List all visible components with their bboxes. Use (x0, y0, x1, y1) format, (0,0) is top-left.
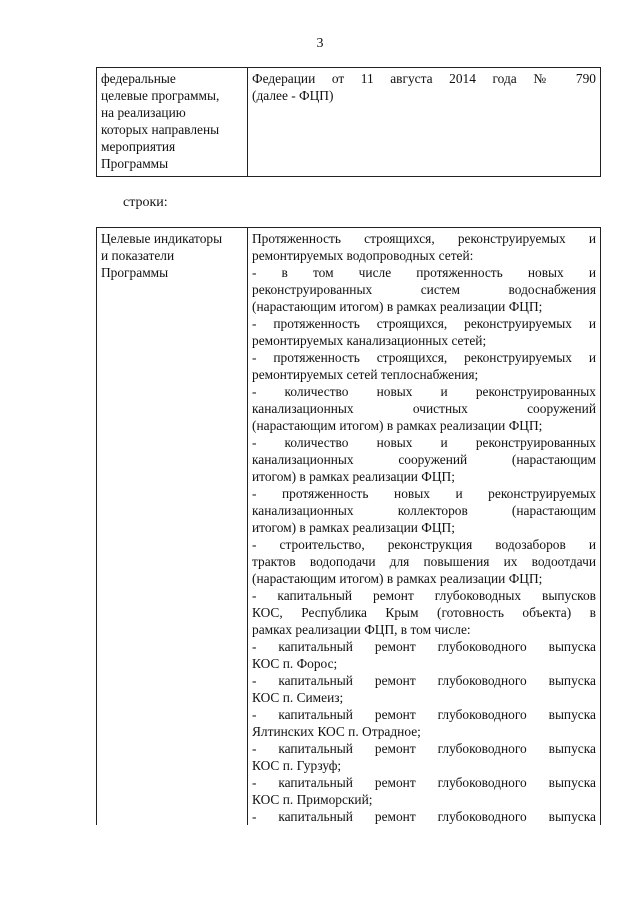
cell-line: - капитальный ремонт глубоководного выпуска (252, 639, 596, 654)
indicators-text-cell (248, 228, 601, 826)
cell-line: КОС, Республика Крым (готовность объекта) в (252, 605, 596, 620)
table-row (97, 228, 601, 826)
cell-line: КОС п. Симеиз; (252, 690, 344, 705)
cell-line: Программы (101, 265, 169, 280)
cell-line: Федерации от 11 августа 2014 года № 790 (252, 71, 596, 86)
cell-line: канализационных сооружений (нарастающим (252, 452, 596, 467)
cell-line: канализационных коллекторов (нарастающим (252, 503, 596, 518)
cell-line: (нарастающим итогом) в рамках реализации ФЦП; (252, 299, 543, 314)
cell-line: ремонтируемых сетей теплоснабжения; (252, 367, 479, 382)
cell-line: КОС п. Гурзуф; (252, 758, 342, 773)
cell-line: Целевые индикаторы (101, 231, 223, 246)
cell-line: - капитальный ремонт глубоководного выпуска (252, 707, 596, 722)
cell-line: итогом) в рамках реализации ФЦП; (252, 520, 455, 535)
indicators-table (96, 227, 601, 825)
cell-line: - капитальный ремонт глубоководных выпусков (252, 588, 596, 603)
cell-line: реконструированных систем водоснабжения (252, 282, 596, 297)
cell-line: КОС п. Приморский; (252, 792, 373, 807)
cell-line: Программы (101, 156, 169, 171)
cell-line: - капитальный ремонт глубоководного выпуска (252, 673, 596, 688)
cell-line: Протяженность строящихся, реконструируемых и (252, 231, 596, 246)
cell-line: канализационных очистных сооружений (252, 401, 596, 416)
indicators-label-cell (97, 228, 248, 826)
cell-line: трактов водоподачи для повышения их водоотдачи (252, 554, 596, 569)
table-row (97, 68, 601, 177)
cell-line: итогом) в рамках реализации ФЦП; (252, 469, 455, 484)
cell-line: федеральные (101, 71, 176, 86)
cell-line: - протяженность строящихся, реконструируемых и (252, 350, 596, 365)
cell-line: на реализацию (101, 105, 186, 120)
cell-line: - протяженность новых и реконструируемых (252, 486, 596, 501)
top-table (96, 67, 601, 177)
cell-line: - в том числе протяженность новых и (252, 265, 596, 280)
cell-line: целевые программы, (101, 88, 220, 103)
section-heading: строки: (123, 195, 168, 210)
cell-line: - протяженность строящихся, реконструируемых и (252, 316, 596, 331)
top-table-left-cell (97, 68, 248, 177)
top-table-right-cell (248, 68, 601, 177)
cell-line: которых направлены (101, 122, 220, 137)
cell-line: - капитальный ремонт глубоководного выпуска (252, 775, 596, 790)
cell-line: - капитальный ремонт глубоководного выпуска (252, 741, 596, 756)
cell-line: рамках реализации ФЦП, в том числе: (252, 622, 471, 637)
cell-line: - капитальный ремонт глубоководного выпуска (252, 809, 596, 824)
cell-line: - строительство, реконструкция водозаборов и (252, 537, 596, 552)
cell-line: ремонтируемых водопроводных сетей: (252, 248, 474, 263)
cell-line: Ялтинских КОС п. Отрадное; (252, 724, 421, 739)
cell-line: (нарастающим итогом) в рамках реализации ФЦП; (252, 571, 543, 586)
page-number: 3 (316, 36, 324, 51)
cell-line: (нарастающим итогом) в рамках реализации ФЦП; (252, 418, 543, 433)
cell-line: ремонтируемых канализационных сетей; (252, 333, 487, 348)
cell-line: - количество новых и реконструированных (252, 435, 596, 450)
cell-line: и показатели (101, 248, 175, 263)
cell-line: - количество новых и реконструированных (252, 384, 596, 399)
cell-line: (далее - ФЦП) (252, 88, 334, 103)
cell-line: КОС п. Форос; (252, 656, 338, 671)
cell-line: мероприятия (101, 139, 176, 154)
